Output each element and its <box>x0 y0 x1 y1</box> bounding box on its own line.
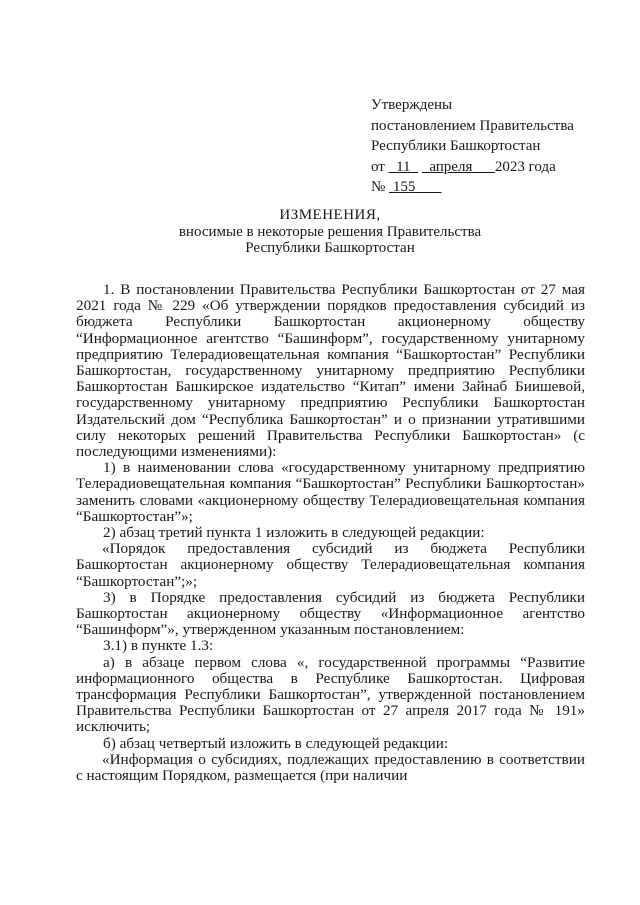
approval-line-1: Утверждены <box>371 97 453 113</box>
heading-subtitle-1: вносимые в некоторые решения Правительства <box>178 223 482 240</box>
number-prefix: № <box>371 179 386 195</box>
date-year: 2023 года <box>494 158 556 175</box>
paragraph-2: 1) в наименовании слова «государственному унитарному предприятию Телерадиовещательная компания “Башкортостан” Республики Башкортостан» заменить словами «акционерному обществу Телерадиовещательная компания “Башкортостан”»; <box>76 459 585 525</box>
paragraph-7: а) в абзаце первом слова «, государственной программы “Развитие информационного общества в Республике Башкортостан. Цифровая трансформация Республики Башкортостан”, утвержденной постановлением Правительства Республики Башкортостан от 27 апреля 2017 года № 191» исключить; <box>76 653 585 736</box>
paragraph-3: 2) абзац третий пункта 1 изложить в следующей редакции: <box>103 524 485 542</box>
approval-line-3: Республики Башкортостан <box>371 138 541 154</box>
paragraph-9: «Информация о субсидиях, подлежащих предоставлению в соответствии с настоящим Порядком, размещается (при наличии <box>76 750 585 785</box>
paragraph-1: 1. В постановлении Правительства Республики Башкортостан от 27 мая 2021 года № 229 «Об утверждении порядков предоставления субсидий из бюджета Республики Башкортостан акционерному обществу “Информационное агентство “Башинформ”, государственному унитарному предприятию Телерадиовещательная компания “Башкортостан” Республики Башкортостан, государственному унитарному предприятию Республики Башкортостан Башкирское издательство “Китап” имени Зайнаб Биишевой, государственному унитарному предприятию Республики Башкортостан Издательский дом “Республика Башкортостан” и о признании утратившими силу некоторых решений Правительства Республики Башкортостан» (с последующими изменениями): <box>76 281 585 461</box>
heading-title: ИЗМЕНЕНИЯ, <box>279 207 381 223</box>
number-value: 155 <box>392 179 416 195</box>
document-body <box>76 282 585 784</box>
paragraph-5: 3) в Порядке предоставления субсидий из бюджета Республики Башкортостан акционерному обществу «Информационное агентство “Башинформ”», утвержденном указанным постановлением: <box>76 588 585 639</box>
date-prefix: от <box>371 158 385 175</box>
date-day: 11 <box>396 158 411 175</box>
heading-subtitle-2: Республики Башкортостан <box>245 240 415 256</box>
approval-stamp <box>371 95 621 198</box>
paragraph-6: 3.1) в пункте 1.3: <box>103 637 214 655</box>
date-month: апреля <box>429 158 473 175</box>
approval-number <box>371 177 621 198</box>
approval-date <box>371 157 621 178</box>
document-heading <box>80 207 580 257</box>
paragraph-8: б) абзац четвертый изложить в следующей редакции: <box>103 734 449 752</box>
approval-line-2: постановлением Правительства <box>371 117 574 134</box>
paragraph-4: «Порядок предоставления субсидий из бюджета Республики Башкортостан акционерному обществу Телерадиовещательная компания “Башкортостан”;»; <box>76 540 585 590</box>
